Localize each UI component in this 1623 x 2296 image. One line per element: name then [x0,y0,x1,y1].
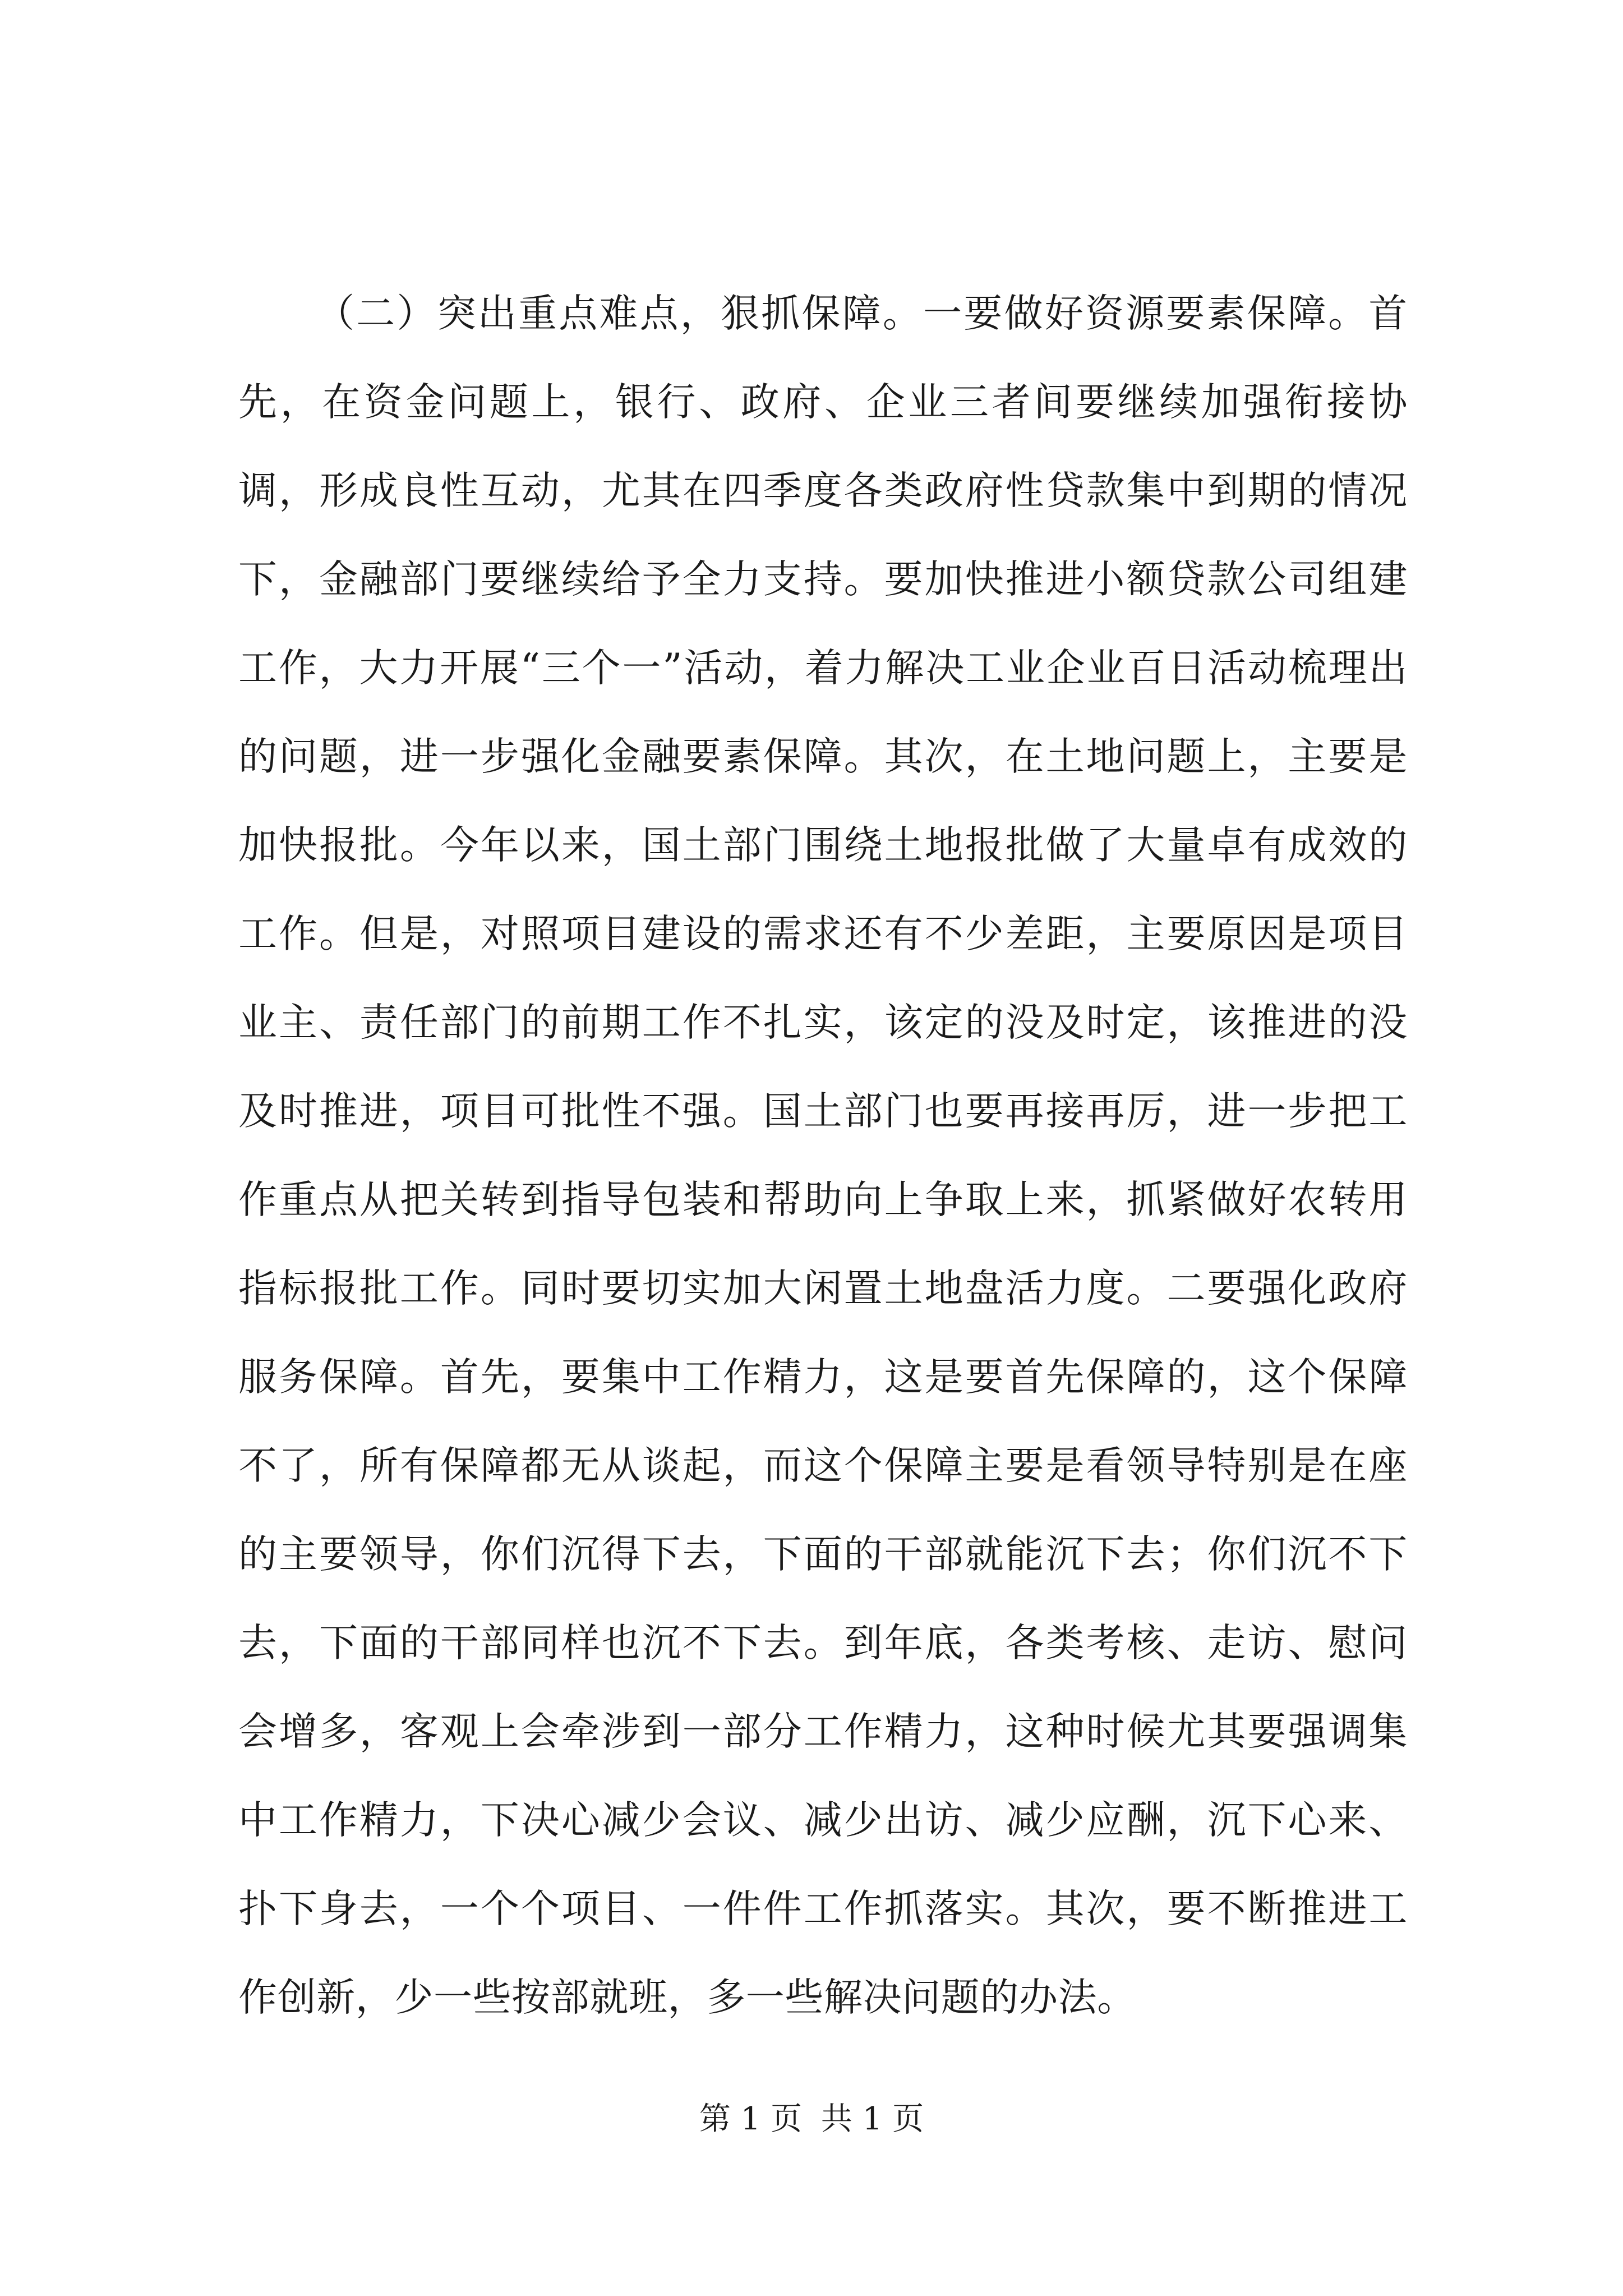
page-total: 共 1 页 [820,2101,924,2137]
page-footer [0,2097,1623,2142]
page-number: 第 1 页 [699,2101,803,2137]
body-paragraph: （二）突出重点难点，狠抓保障。一要做好资源要素保障。首先，在资金问题上，银行、政府、企业三者间要继续加强衔接协调，形成良性互动，尤其在四季度各类政府性贷款集中到期的情况下，金融部门要继续给予全力支持。要加快推进小额贷款公司组建工作，大力开展“三个一”活动，着力解决工业企业百日活动梳理出的问题，进一步强化金融要素保障。其次，在土地问题上，主要是加快报批。今年以来，国土部门围绕土地报批做了大量卓有成效的工作。但是，对照项目建设的需求还有不少差距，主要原因是项目业主、责任部门的前期工作不扎实，该定的没及时定，该推进的没及时推进，项目可批性不强。国土部门也要再接再厉，进一步把工作重点从把关转到指导包装和帮助向上争取上来，抓紧做好农转用指标报批工作。同时要切实加大闲置土地盘活力度。二要强化政府服务保障。首先，要集中工作精力，这是要首先保障的，这个保障不了，所有保障都无从谈起，而这个保障主要是看领导特别是在座的主要领导，你们沉得下去，下面的干部就能沉下去；你们沉不下去，下面的干部同样也沉不下去。到年底，各类考核、走访、慰问会增多，客观上会牵涉到一部分工作精力，这种时候尤其要强调集中工作精力，下决心减少会议、减少出访、减少应酬，沉下心来、扑下身去，一个个项目、一件件工作抓落实。其次，要不断推进工作创新，少一些按部就班，多一些解决问题的办法。 [238,291,1408,2020]
